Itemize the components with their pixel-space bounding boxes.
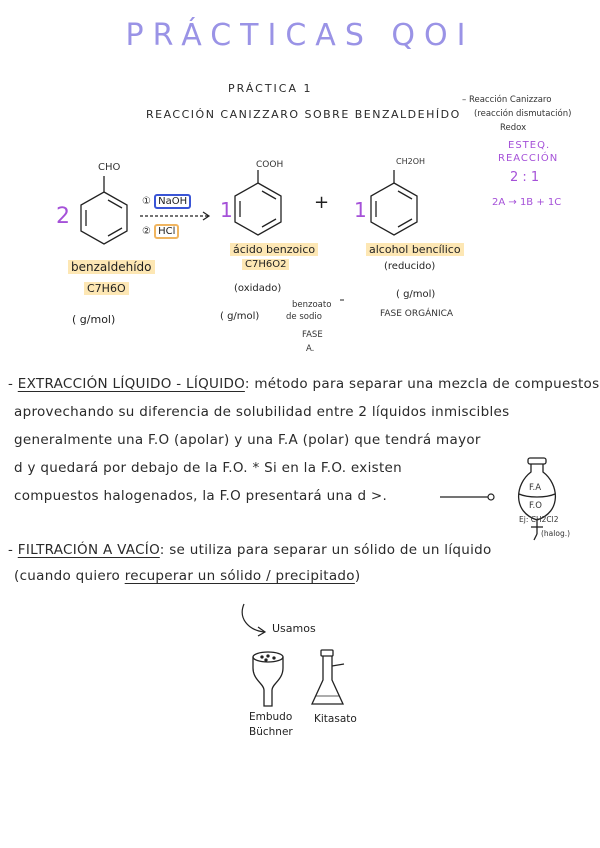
side-note-reaccion: REACCIÓN xyxy=(498,153,559,164)
filtration-line2-start: (cuando quiero xyxy=(14,568,125,584)
buchner-label-line2: Büchner xyxy=(249,726,293,738)
product2-phase: FASE ORGÁNICA xyxy=(380,309,454,319)
product1-name: ácido benzoico xyxy=(230,243,318,256)
extraction-line4: d y quedará por debajo de la F.O. * Si en la F.O. existen xyxy=(14,460,403,476)
product1-phase-line2: A. xyxy=(306,344,315,354)
product2-coefficient: 1 xyxy=(354,198,367,222)
usamos-arrow xyxy=(242,604,265,636)
reagent-naoh: NaOH xyxy=(154,194,191,209)
reactant-coefficient: 2 xyxy=(56,204,70,229)
reactant-group: CHO xyxy=(98,162,121,173)
extraction-line1-rest: : método para separar una mezcla de compuestos xyxy=(244,376,600,392)
reaction-title: REACCIÓN CANIZZARO SOBRE BENZALDEHÍDO xyxy=(146,108,461,121)
reagent-step2 xyxy=(142,226,179,237)
reagent-step1-number: ① xyxy=(142,196,151,207)
product2-molar-mass: ( g/mol) xyxy=(396,289,436,300)
usamos-label: Usamos xyxy=(272,622,316,635)
product1-phase-line1: FASE xyxy=(302,330,323,340)
product1-state: (oxidado) xyxy=(234,283,282,294)
extraction-line1: - EXTRACCIÓN LÍQUIDO - LÍQUIDO: método para separar una mezcla de compuestos xyxy=(8,376,600,392)
filtration-line1-rest: : se utiliza para separar un sólido de un líquido xyxy=(159,542,492,558)
benzoic-acid-ring xyxy=(235,170,281,235)
buchner-label-line1: Embudo xyxy=(249,711,293,723)
extraction-line3: generalmente una F.O (apolar) y una F.A (polar) que tendrá mayor xyxy=(14,432,481,448)
side-note-esteq: ESTEQ. xyxy=(508,140,551,151)
benzaldehyde-ring xyxy=(81,176,127,244)
product1-salt-line1: benzoato xyxy=(292,300,332,310)
extraction-line2: aprovechando su diferencia de solubilidad entre 2 líquidos inmiscibles xyxy=(14,404,510,420)
reactant-name: benzaldehído xyxy=(68,260,155,274)
product1-coefficient: 1 xyxy=(220,198,233,222)
filtration-line1: - FILTRACIÓN A VACÍO: se utiliza para separar un sólido de un líquido xyxy=(8,542,492,558)
filtration-heading: FILTRACIÓN A VACÍO xyxy=(17,542,160,558)
product1-molar-mass: ( g/mol) xyxy=(220,311,260,322)
funnel-aqueous-label: F.A xyxy=(529,483,542,493)
practice-label: PRÁCTICA 1 xyxy=(228,82,313,95)
buchner-funnel-drawing xyxy=(253,652,283,706)
reaction-arrow xyxy=(140,212,209,220)
kitasato-flask-drawing xyxy=(312,650,344,704)
reagent-hcl: HCl xyxy=(154,224,179,239)
extraction-heading: EXTRACCIÓN LÍQUIDO - LÍQUIDO xyxy=(17,376,245,392)
reactant-molar-mass: ( g/mol) xyxy=(72,313,116,326)
side-note-line3: Redox xyxy=(500,123,527,133)
product2-name: alcohol bencílico xyxy=(366,243,464,256)
reagent-step1 xyxy=(142,196,191,207)
product2-group: CH2OH xyxy=(396,157,426,166)
kitasato-label: Kitasato xyxy=(314,713,357,725)
extraction-line5: compuestos halogenados, la F.O presentará una d >. xyxy=(14,488,388,504)
filtration-line2-emphasis: recuperar un sólido / precipitado xyxy=(124,568,355,584)
pointer-arrow xyxy=(440,494,494,500)
reactant-formula: C7H6O xyxy=(84,282,129,295)
stoichiometric-ratio: 2 : 1 xyxy=(510,170,540,185)
side-note-line2: (reacción dismutación) xyxy=(474,109,572,119)
separatory-funnel-drawing xyxy=(519,458,559,540)
filtration-line2 xyxy=(14,568,360,584)
plus-sign: + xyxy=(314,192,330,213)
reagent-step2-number: ② xyxy=(142,226,151,237)
product1-formula: C7H6O2 xyxy=(242,259,289,270)
product2-state: (reducido) xyxy=(384,261,436,272)
filtration-line2-end: ) xyxy=(354,568,361,584)
page-title: PRÁCTICAS QOI xyxy=(125,18,475,53)
side-note-line1: – Reacción Canizzaro xyxy=(462,95,552,105)
benzyl-alcohol-ring xyxy=(371,170,417,235)
product1-salt-line2: de sodio xyxy=(286,312,322,322)
product1-group: COOH xyxy=(256,160,284,170)
stoichiometric-equation: 2A → 1B + 1C xyxy=(492,197,562,208)
funnel-organic-label: F.O xyxy=(529,501,542,511)
funnel-example: Ej: CH2Cl2 xyxy=(519,515,559,524)
funnel-example-note: (halog.) xyxy=(541,529,571,538)
